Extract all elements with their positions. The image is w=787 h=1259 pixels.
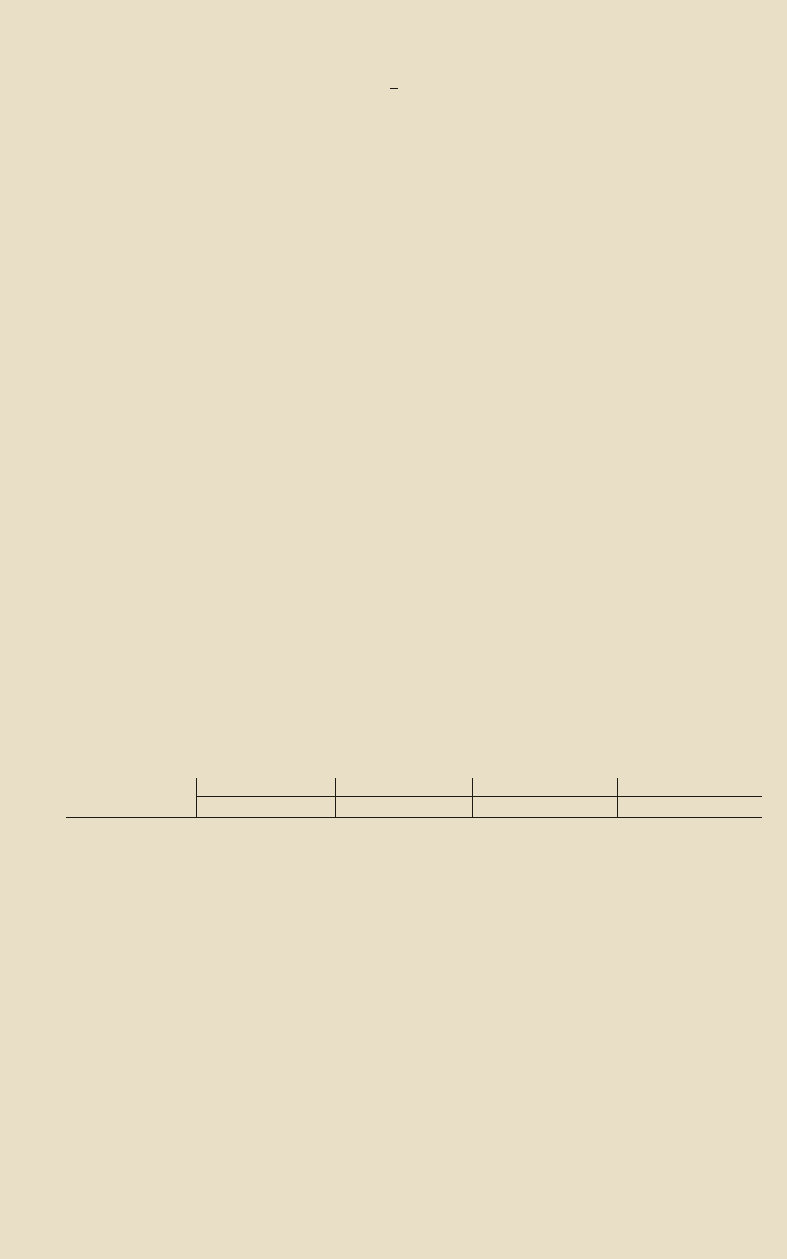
production-label — [472, 797, 617, 818]
page-number — [0, 68, 787, 88]
production-label — [617, 797, 762, 818]
production-label — [196, 797, 335, 818]
nest-velilskoe — [196, 778, 335, 797]
nest-all-three — [617, 778, 762, 797]
class-groups-table — [66, 778, 752, 818]
nest-chudovskoe — [472, 778, 617, 797]
production-label — [335, 797, 472, 818]
corner-title — [66, 778, 196, 817]
nest-lyubynskoe — [335, 778, 472, 797]
